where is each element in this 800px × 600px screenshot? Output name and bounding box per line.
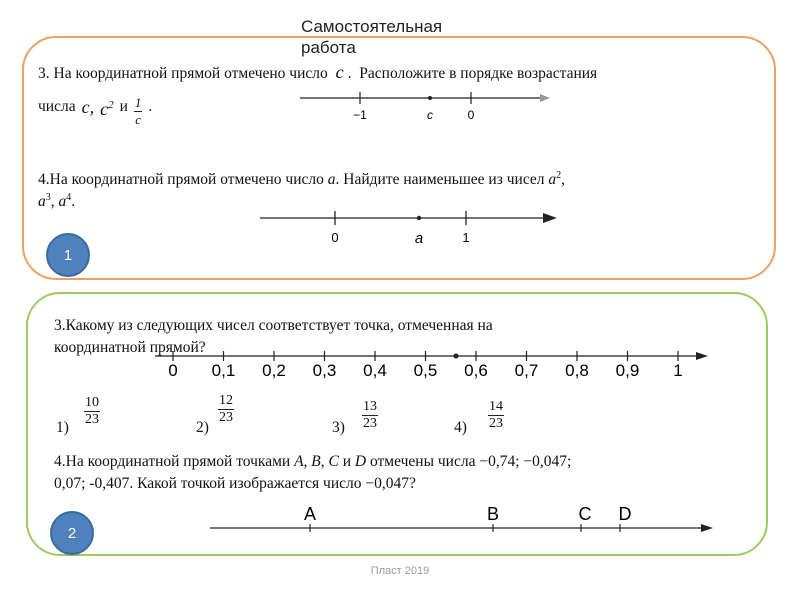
v2-task3-line2: координатной прямой? [54, 339, 206, 356]
option-4-fraction[interactable]: 14 23 [489, 399, 503, 431]
v2-task3-options [56, 392, 576, 442]
option-3-label[interactable]: 3) [332, 419, 345, 436]
option-4-label[interactable]: 4) [454, 419, 467, 436]
marked-point [454, 354, 459, 359]
point-c [428, 96, 432, 100]
option-2-label[interactable]: 2) [196, 419, 209, 436]
c-squared: $c^2$ [100, 98, 114, 119]
tick-label-c: c [427, 108, 433, 122]
tick-label: 0,8 [565, 361, 589, 380]
variant-1-badge: 1 [46, 233, 90, 277]
tick-label: 0,9 [615, 361, 640, 380]
point-label-b: B [486, 504, 500, 524]
tick-label-a: a [414, 230, 424, 247]
footer-credit: Пласт 2019 [370, 565, 430, 577]
v2-task3-line1: 3.Какому из следующих чисел соответствует точка, отмеченная на [54, 317, 493, 334]
tick-label: 0,6 [464, 361, 488, 380]
tick-label-zero: 0 [331, 230, 339, 245]
v1-task4-line2: $a^3$, $a^4$. [38, 192, 76, 211]
v2-task4-line1: 4.На координатной прямой точками A, B, C и D отмечены числа −0,74; −0,047; [54, 453, 572, 470]
v1-task3-line2: числа c, $c^2$ и $\frac{1}{c}$ . [38, 95, 153, 127]
v2-task4-line2: 0,07; -0,407. Какой точкой изображается число −0,047? [54, 475, 416, 492]
tick-label-minus-one: −1 [353, 108, 367, 122]
v1-task3-line1: 3. На координатной прямой отмечено число c . Расположите в порядке возрастания [38, 62, 598, 82]
page-title: Самостоятельная работа [301, 17, 443, 57]
variant-2-badge: 2 [50, 511, 94, 555]
tick-label: 0,1 [211, 361, 236, 380]
tick-label: 1 [673, 361, 683, 380]
var-c: c [335, 62, 344, 82]
v1-task4-number-line [255, 205, 565, 249]
option-1-label[interactable]: 1) [56, 419, 69, 436]
tick-label-zero: 0 [467, 108, 475, 122]
v2-task3-number-line [150, 346, 715, 382]
tick-label-one: 1 [462, 230, 470, 245]
tick-label: 0,3 [312, 361, 337, 380]
tick-label: 0,4 [363, 361, 387, 380]
option-2-fraction[interactable]: 12 23 [219, 393, 233, 425]
tick-label: 0,7 [514, 361, 539, 380]
v1-task3-number-line [295, 85, 555, 125]
point-a [417, 216, 421, 220]
point-label-a: A [303, 504, 317, 524]
tick-label: 0,2 [262, 361, 286, 380]
tick-label: 0 [168, 361, 178, 380]
tick-label: 0,5 [413, 361, 438, 380]
point-label-c: C [578, 504, 592, 524]
fraction-one-over-c: $\frac{1}{c}$ [134, 95, 142, 127]
v1-task4-line1: 4.На координатной прямой отмечено число a. Найдите наименьшее из чисел $a^2$, [38, 170, 566, 189]
v2-task4-number-line [205, 500, 720, 540]
option-1-fraction[interactable]: 10 23 [85, 395, 99, 427]
option-3-fraction[interactable]: 13 23 [363, 399, 377, 431]
point-label-d: D [618, 504, 632, 524]
